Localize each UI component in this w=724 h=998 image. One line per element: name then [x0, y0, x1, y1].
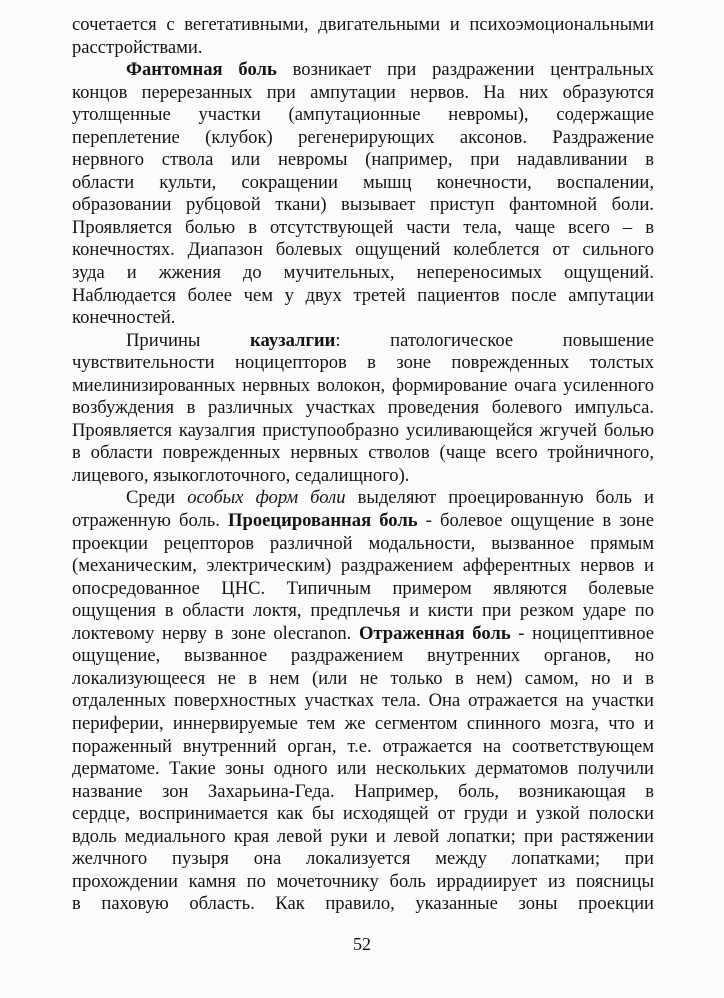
text-line: области культи, сокращении мышц конечности, воспалении,: [72, 171, 654, 193]
italic-term: особых форм боли: [187, 487, 346, 509]
paragraph: [72, 59, 654, 330]
text-line: миелинизированных нервных волокон, формирование очага усиленного: [72, 374, 654, 396]
text-span: - ноцицептивное: [510, 622, 654, 644]
text-line: название зон Захарьина-Геда. Например, боль, возникающая в: [72, 780, 654, 802]
text-line: вдоль медиального края левой руки и левой лопатки; при растяжении: [72, 825, 654, 847]
text-line: дерматоме. Такие зоны одного или нескольких дерматомов получили: [72, 758, 654, 780]
bold-term: Проецированная боль: [228, 510, 418, 532]
text-span: локтевому нерву в зоне olecranon.: [72, 622, 359, 644]
text-span: выделяют проецированную боль и: [345, 487, 654, 509]
text-span: : патологическое повышение: [335, 329, 654, 351]
paragraph: [72, 14, 654, 59]
text-line: ощущение, вызванное раздражением внутренних органов, но: [72, 645, 654, 667]
page-number: 52: [353, 934, 371, 954]
bold-term: Фантомная боль: [126, 59, 277, 81]
text-span: Причины: [126, 329, 251, 351]
paragraph: [72, 487, 654, 915]
body-text: [72, 14, 654, 916]
text-line: лицевого, языкоглоточного, седалищного).: [72, 464, 410, 486]
text-line: конечностей.: [72, 307, 176, 329]
text-line: [72, 510, 654, 533]
text-line: нервного ствола или невромы (например, при надавливании в: [72, 149, 654, 171]
text-span: возникает при раздражении центральных: [276, 59, 654, 81]
text-line: Проявляется болью в отсутствующей части тела, чаще всего – в: [72, 216, 654, 238]
text-line: пораженный внутренний орган, т.е. отражается на соответствующем: [72, 735, 654, 757]
text-line: [72, 487, 654, 510]
text-line: образовании рубцовой ткани) вызывает приступ фантомной боли.: [72, 194, 654, 216]
text-line: локализующееся не в нем (или не только в нем) самом, но и в: [72, 667, 654, 689]
text-line: (механическим, электрическим) раздражением афферентных нервов и: [72, 555, 654, 577]
text-line: сердце, воспринимается как бы исходящей от груди и узкой полоски: [72, 803, 654, 825]
text-line: желчного пузыря она локализуется между лопатками; при: [72, 848, 654, 870]
text-line: [72, 330, 654, 353]
text-line: зуда и жжения до мучительных, непереносимых ощущений.: [72, 262, 654, 284]
text-line: в области поврежденных нервных стволов (чаще всего тройничного,: [72, 442, 654, 464]
text-line: прохождении камня по мочеточнику боль иррадиирует из поясницы: [72, 870, 654, 892]
text-line: утолщенные участки (ампутационные невромы), содержащие: [72, 104, 654, 126]
text-line: отдаленных поверхностных участках тела. Она отражается на участки: [72, 690, 654, 712]
text-line: периферии, иннервируемые тем же сегментом спинного мозга, что и: [72, 712, 654, 734]
text-line: опосредованное ЦНС. Типичным примером являются болевые: [72, 577, 654, 599]
text-line: ощущения в области локтя, предплечья и кисти при резком ударе по: [72, 600, 654, 622]
text-line: чувствительности ноцицепторов в зоне поврежденных толстых: [72, 352, 654, 374]
bold-term: Отраженная боль: [358, 622, 511, 644]
text-line: [72, 59, 654, 82]
paragraph: [72, 330, 654, 488]
text-line: проекции рецепторов различной модальности, вызванное прямым: [72, 532, 654, 554]
text-line: [72, 623, 654, 646]
text-line: Наблюдается более чем у двух третей пациентов после ампутации: [72, 284, 654, 306]
text-line: сочетается с вегетативными, двигательными и психоэмоциональными: [72, 14, 654, 35]
bold-term: каузалгии: [250, 329, 336, 351]
text-line: расстройствами.: [72, 36, 203, 58]
text-line: конечностях. Диапазон болевых ощущений колеблется от сильного: [72, 239, 654, 261]
text-span: Среди: [126, 487, 188, 509]
text-line: возбуждения в различных участках проведения болевого импульса.: [72, 397, 654, 419]
text-span: отраженную боль.: [72, 510, 229, 532]
text-line: Проявляется каузалгия приступообразно усиливающейся жгучей болью: [72, 419, 654, 441]
text-span: - болевое ощущение в зоне: [417, 510, 654, 532]
text-line: в паховую область. Как правило, указанные зоны проекции: [72, 893, 654, 915]
text-line: концов перерезанных при ампутации нервов. На них образуются: [72, 81, 654, 103]
text-line: переплетение (клубок) регенерирующих аксонов. Раздражение: [72, 126, 654, 148]
